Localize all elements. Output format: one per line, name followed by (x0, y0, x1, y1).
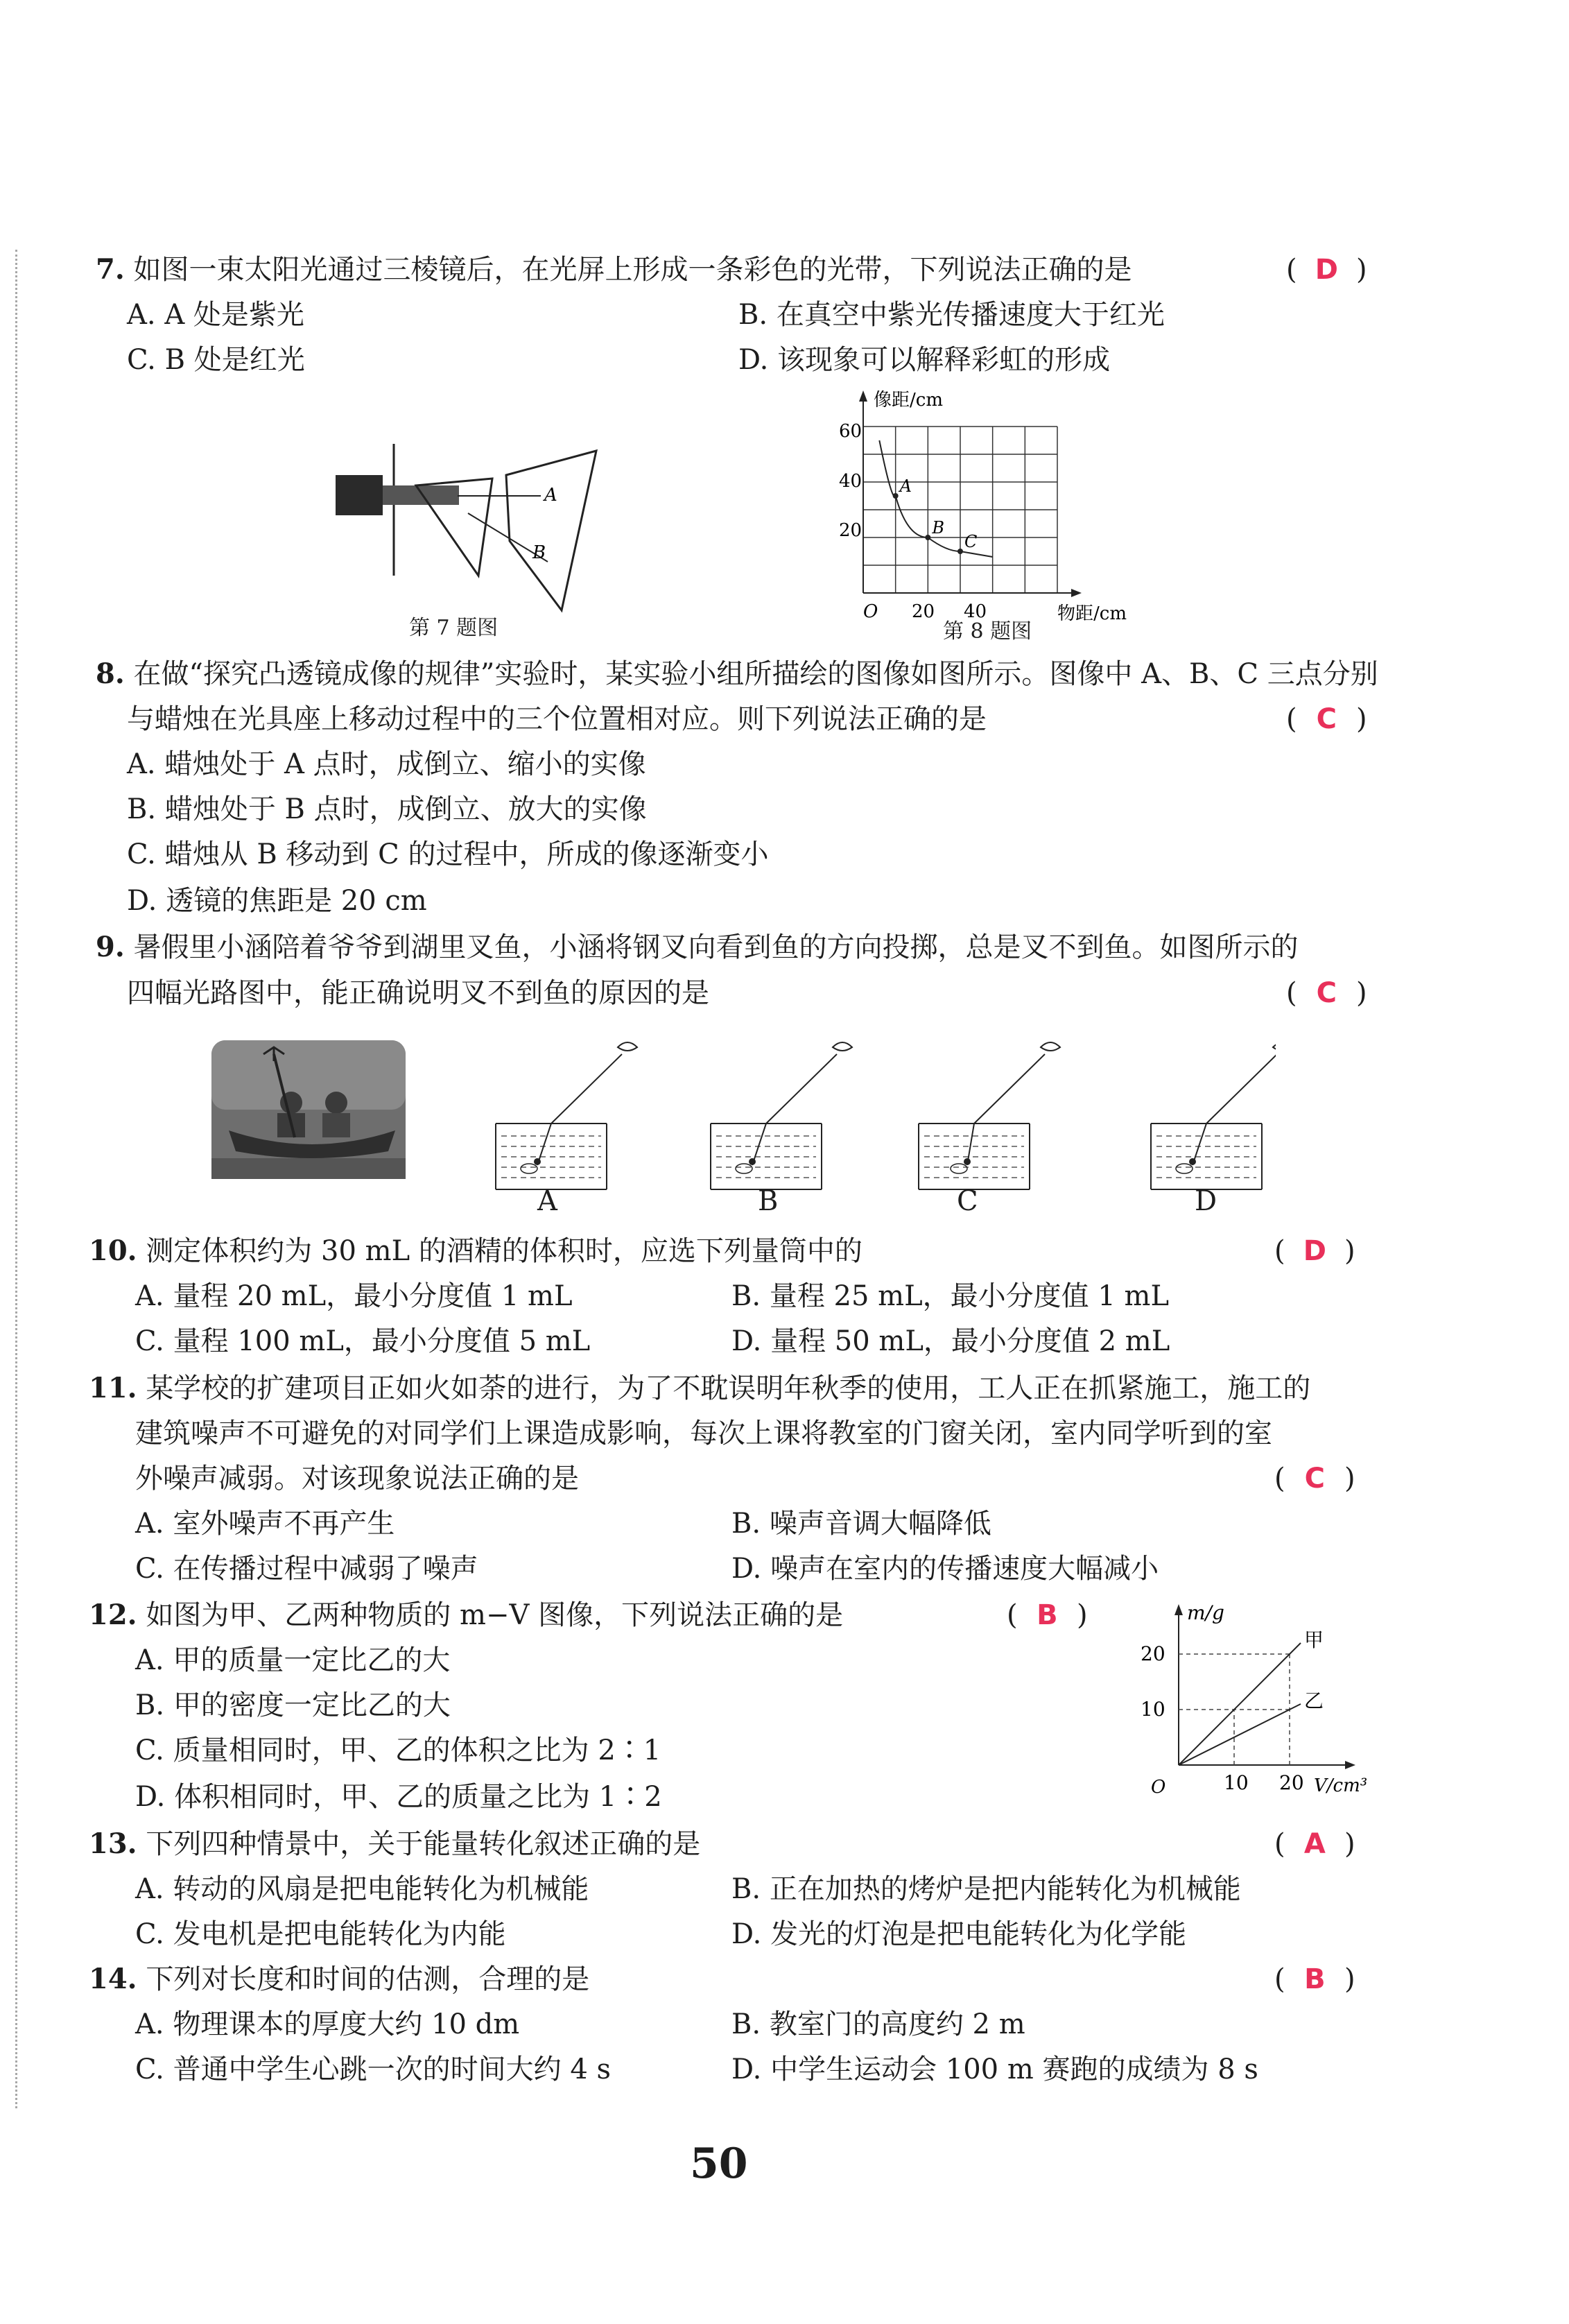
q12-option-b: B. 甲的密度一定比乙的大 (135, 1689, 451, 1721)
q14-option-b: B. 教室门的高度约 2 m (731, 2008, 1025, 2040)
eye-icon (1273, 1042, 1276, 1051)
q8-option-c: C. 蜡烛从 B 移动到 C 的过程中，所成的像逐渐变小 (127, 838, 769, 870)
q7-option-a: A. A 处是紫光 (127, 299, 304, 331)
q7-option-c: C. B 处是红光 (127, 344, 305, 376)
fish-icon (951, 1164, 967, 1173)
fig8-image-distance-chart (825, 385, 1158, 621)
fish-icon (736, 1164, 752, 1173)
q10-option-a: A. 量程 20 mL，最小分度值 1 mL (135, 1280, 573, 1312)
page-number: 50 (690, 2140, 748, 2188)
q11-option-b: B. 噪声音调大幅降低 (731, 1508, 991, 1540)
q9-diagram-B (711, 1042, 852, 1189)
fig12-ylabel: m/g (1187, 1601, 1224, 1624)
fig8-point-label: C (964, 532, 978, 551)
q9-light-path-diagrams (496, 1042, 1276, 1189)
question-8-stem: 8. 在做“探究凸透镜成像的规律”实验时，某实验小组所描绘的图像如图所示。图像中 A、B、C 三点分别 (96, 657, 1378, 690)
fig12-origin: O (1151, 1777, 1166, 1798)
question-10-answer: ( D ) (1274, 1235, 1355, 1267)
fig12-ytick: 10 (1141, 1698, 1165, 1721)
question-11-stem-line3: 外噪声减弱。对该现象说法正确的是 (135, 1463, 579, 1495)
question-8-stem-line2: 与蜡烛在光具座上移动过程中的三个位置相对应。则下列说法正确的是 (127, 703, 987, 735)
fig12-line-jia (1179, 1643, 1301, 1765)
q13-option-c: C. 发电机是把电能转化为内能 (135, 1918, 506, 1950)
q9-diagram-A (496, 1042, 637, 1189)
eye-icon (618, 1042, 637, 1051)
fish-icon (521, 1164, 537, 1173)
fig7-caption: 第 7 题图 (409, 616, 499, 640)
fig8-point-C (957, 549, 963, 554)
fig8-ytick-60: 60 (839, 421, 862, 442)
fig12-mv-chart (1137, 1599, 1387, 1800)
eye-icon (833, 1042, 852, 1051)
q13-option-a: A. 转动的风扇是把电能转化为机械能 (135, 1873, 589, 1905)
q9-option-c-label: C (957, 1185, 978, 1217)
fig12-line-yi (1179, 1704, 1301, 1765)
question-11-answer: ( C ) (1274, 1463, 1355, 1495)
q14-option-c: C. 普通中学生心跳一次的时间大约 4 s (135, 2054, 612, 2085)
q9-option-a-label: A (537, 1185, 557, 1217)
q10-option-c: C. 量程 100 mL，最小分度值 5 mL (135, 1325, 591, 1357)
q8-option-d: D. 透镜的焦距是 20 cm (127, 885, 427, 917)
q9-fishing-picture (211, 1040, 406, 1179)
eye-icon (1041, 1042, 1060, 1051)
q9-option-d-label: D (1195, 1185, 1217, 1217)
fig8-point-B (925, 535, 930, 540)
question-9-stem-line2: 四幅光路图中，能正确说明叉不到鱼的原因的是 (127, 977, 709, 1009)
question-14-answer: ( B ) (1274, 1963, 1355, 1995)
fig8-point-label: B (932, 518, 944, 537)
q9-figures (208, 1026, 1276, 1228)
q10-option-d: D. 量程 50 mL，最小分度值 2 mL (731, 1325, 1170, 1357)
fig7-label-a: A (544, 485, 557, 506)
binding-dotted-line (15, 250, 17, 2108)
question-13-stem: 13. 下列四种情景中，关于能量转化叙述正确的是 (89, 1827, 701, 1860)
fig12-xlabel: V/cm³ (1314, 1775, 1368, 1796)
q14-option-a: A. 物理课本的厚度大约 10 dm (135, 2008, 520, 2040)
q10-option-b: B. 量程 25 mL，最小分度值 1 mL (731, 1280, 1170, 1312)
fig8-origin: O (863, 601, 878, 621)
q9-diagram-D (1151, 1042, 1276, 1189)
q11-option-a: A. 室外噪声不再产生 (135, 1508, 395, 1540)
question-14-stem: 14. 下列对长度和时间的估测，合理的是 (89, 1963, 590, 1995)
fig7-prism-diagram (333, 437, 624, 617)
fig12-line-label: 甲 (1304, 1628, 1324, 1651)
q8-option-b: B. 蜡烛处于 B 点时，成倒立、放大的实像 (127, 793, 647, 825)
question-10-stem: 10. 测定体积约为 30 mL 的酒精的体积时，应选下列量筒中的 (89, 1234, 862, 1267)
fig7-screen (506, 451, 596, 610)
q12-option-d: D. 体积相同时，甲、乙的质量之比为 1∶2 (135, 1781, 662, 1813)
fig8-ylabel: 像距/cm (874, 390, 943, 411)
q12-option-c: C. 质量相同时，甲、乙的体积之比为 2∶1 (135, 1735, 661, 1766)
q13-option-d: D. 发光的灯泡是把电能转化为化学能 (731, 1918, 1187, 1950)
fig8-xlabel: 物距/cm (1057, 603, 1127, 621)
fig8-ytick-20: 20 (839, 520, 862, 541)
question-12-stem: 12. 如图为甲、乙两种物质的 m−V 图像，下列说法正确的是 (89, 1599, 844, 1631)
q9-diagram-C (919, 1042, 1060, 1189)
q7-option-b: B. 在真空中紫光传播速度大于红光 (738, 299, 1165, 331)
q9-option-b-label: B (758, 1185, 779, 1217)
question-13-answer: ( A ) (1274, 1828, 1355, 1860)
q7-option-d: D. 该现象可以解释彩虹的形成 (738, 344, 1111, 376)
q11-option-c: C. 在传播过程中减弱了噪声 (135, 1553, 478, 1585)
question-11-stem-line2: 建筑噪声不可避免的对同学们上课造成影响，每次上课将教室的门窗关闭，室内同学听到的室 (135, 1418, 1272, 1449)
fig8-point-A (893, 493, 899, 499)
question-9-stem: 9. 暑假里小涵陪着爷爷到湖里叉鱼，小涵将钢叉向看到鱼的方向投掷，总是叉不到鱼。如图所示的 (96, 931, 1299, 963)
fish-icon (1176, 1164, 1193, 1173)
q13-option-b: B. 正在加热的烤炉是把内能转化为机械能 (731, 1873, 1241, 1905)
fig12-xtick: 10 (1224, 1771, 1249, 1794)
question-12-answer: ( B ) (1007, 1599, 1088, 1631)
fig12-lines (1179, 1628, 1324, 1765)
fig12-ytick: 20 (1141, 1642, 1165, 1665)
q12-option-a: A. 甲的质量一定比乙的大 (135, 1644, 451, 1676)
question-9-answer: ( C ) (1286, 977, 1367, 1009)
fig8-xtick-40: 40 (964, 601, 987, 621)
question-7-stem: 7. 如图一束太阳光通过三棱镜后，在光屏上形成一条彩色的光带，下列说法正确的是 (96, 253, 1132, 286)
q8-option-a: A. 蜡烛处于 A 点时，成倒立、缩小的实像 (127, 748, 646, 780)
fig8-xtick-20: 20 (912, 601, 935, 621)
question-7-answer: ( D ) (1286, 254, 1367, 286)
fig8-point-label: A (899, 476, 912, 496)
q11-option-d: D. 噪声在室内的传播速度大幅减小 (731, 1553, 1159, 1585)
fig7-light-source (336, 475, 383, 515)
fig12-line-label: 乙 (1304, 1689, 1324, 1712)
fig12-xtick: 20 (1279, 1771, 1304, 1794)
fig8-ytick-40: 40 (839, 471, 862, 492)
fig7-label-b: B (532, 542, 546, 563)
fig8-caption: 第 8 题图 (943, 619, 1032, 644)
question-8-answer: ( C ) (1286, 703, 1367, 735)
q14-option-d: D. 中学生运动会 100 m 赛跑的成绩为 8 s (731, 2054, 1258, 2085)
fig8-grid (863, 427, 1057, 593)
question-11-stem: 11. 某学校的扩建项目正如火如荼的进行，为了不耽误明年秋季的使用，工人正在抓紧施工，施工的 (89, 1372, 1311, 1404)
